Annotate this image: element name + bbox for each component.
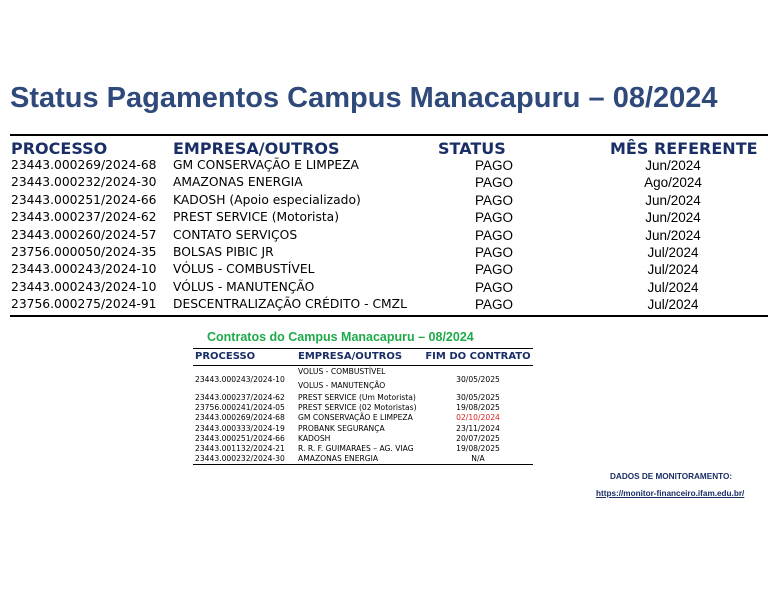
contract-empresa: PREST SERVICE (02 Motoristas) <box>298 403 417 413</box>
contract-fim: 30/05/2025 <box>456 393 500 402</box>
payment-status: PAGO <box>475 175 514 191</box>
contracts-table-row <box>193 403 533 413</box>
contracts-table-row <box>193 424 533 434</box>
contract-empresa: PROBANK SEGURANÇA <box>298 423 385 433</box>
contract-empresa: AMAZONAS ENERGIA <box>298 454 379 464</box>
contracts-table-row <box>193 393 533 403</box>
payment-processo: 23443.000251/2024-66 <box>11 192 157 207</box>
payment-mes: Jul/2024 <box>647 244 699 260</box>
contracts-header-empresa: EMPRESA/OUTROS <box>298 351 403 362</box>
payment-row <box>10 228 768 245</box>
payment-mes: Jul/2024 <box>647 279 699 295</box>
payment-status: PAGO <box>475 158 514 173</box>
payment-status: PAGO <box>475 279 514 295</box>
payments-table <box>10 134 768 317</box>
contract-empresa: VOLUS - MANUTENÇÃO <box>298 381 386 390</box>
header-empresa: EMPRESA/OUTROS <box>173 139 340 158</box>
payment-mes: Jun/2024 <box>645 210 701 226</box>
header-status: STATUS <box>438 139 506 158</box>
contracts-table-row <box>193 413 533 423</box>
payment-mes: Ago/2024 <box>644 175 702 191</box>
payment-processo: 23443.000243/2024-10 <box>11 279 157 294</box>
page-title: Status Pagamentos Campus Manacapuru – 08/2024 <box>10 82 718 114</box>
payment-empresa: DESCENTRALIZAÇÃO CRÉDITO - CMZL <box>173 297 407 312</box>
contracts-header-processo: PROCESSO <box>195 351 256 362</box>
contract-processo: 23443.000251/2024-66 <box>195 433 285 443</box>
payment-row <box>10 210 768 227</box>
contract-fim: 19/08/2025 <box>456 443 500 453</box>
payment-status: PAGO <box>475 297 514 313</box>
contract-processo: 23443.000269/2024-68 <box>195 413 285 423</box>
contracts-table-row <box>193 454 533 464</box>
monitoring-label: DADOS DE MONITORAMENTO: <box>610 472 733 481</box>
payment-row <box>10 158 768 175</box>
contract-fim: 30/05/2025 <box>456 375 500 384</box>
payment-processo: 23443.000269/2024-68 <box>11 158 157 172</box>
contract-fim: 19/08/2025 <box>456 403 500 413</box>
contracts-table-body <box>193 393 533 464</box>
monitoring-link[interactable]: https://monitor-financeiro.ifam.edu.br/ <box>596 489 745 498</box>
payment-processo: 23756.000275/2024-91 <box>11 297 157 312</box>
contract-processo: 23443.000237/2024-62 <box>195 393 285 402</box>
contracts-header-fim: FIM DO CONTRATO <box>425 351 531 362</box>
contract-fim: 02/10/2024 <box>456 413 500 423</box>
payment-status: PAGO <box>475 210 514 226</box>
payment-empresa: CONTATO SERVIÇOS <box>173 227 298 242</box>
contracts-title: Contratos do Campus Manacapuru – 08/2024 <box>207 330 474 344</box>
contract-processo: 23756.000241/2024-05 <box>195 403 285 413</box>
header-mes-referente: MÊS REFERENTE <box>610 139 758 158</box>
contract-empresa: R. R. F. GUIMARAES – AG. VIAG <box>298 443 414 453</box>
contract-processo: 23443.000243/2024-10 <box>195 375 285 384</box>
payment-empresa: PREST SERVICE (Motorista) <box>173 210 340 225</box>
contracts-table-row <box>193 444 533 454</box>
payment-row <box>10 280 768 297</box>
contract-fim: N/A <box>471 454 485 464</box>
contracts-table <box>193 348 533 465</box>
contract-processo: 23443.001132/2024-21 <box>195 443 285 453</box>
contract-empresa: VOLUS - COMBUSTÍVEL <box>298 367 386 376</box>
payment-mes: Jul/2024 <box>647 262 699 278</box>
payment-empresa: VÓLUS - COMBUSTÍVEL <box>173 262 315 277</box>
contracts-table-row <box>193 434 533 444</box>
contracts-table-header <box>193 349 533 366</box>
payment-empresa: BOLSAS PIBIC JR <box>173 244 274 259</box>
contract-processo: 23443.000333/2024-19 <box>195 423 285 433</box>
payment-processo: 23756.000050/2024-35 <box>11 244 157 259</box>
payment-processo: 23443.000243/2024-10 <box>11 262 157 277</box>
payment-processo: 23443.000260/2024-57 <box>11 227 157 242</box>
payment-mes: Jun/2024 <box>645 227 701 243</box>
header-processo: PROCESSO <box>11 139 108 158</box>
payment-mes: Jun/2024 <box>645 192 701 208</box>
payment-empresa: GM CONSERVAÇÃO E LIMPEZA <box>173 158 359 172</box>
payment-empresa: KADOSH (Apoio especializado) <box>173 192 361 207</box>
payment-status: PAGO <box>475 227 514 243</box>
payment-processo: 23443.000237/2024-62 <box>11 210 157 225</box>
payment-status: PAGO <box>475 244 514 260</box>
contracts-table-row <box>193 366 533 393</box>
payment-empresa: AMAZONAS ENERGIA <box>173 175 303 190</box>
contract-empresa: GM CONSERVAÇÃO E LIMPEZA <box>298 413 413 423</box>
payment-mes: Jul/2024 <box>647 297 699 313</box>
contract-processo: 23443.000232/2024-30 <box>195 454 285 464</box>
payments-table-body <box>10 158 768 315</box>
contract-empresa: KADOSH <box>298 433 331 443</box>
payment-row <box>10 297 768 314</box>
payment-mes: Jun/2024 <box>645 158 701 173</box>
payment-status: PAGO <box>475 192 514 208</box>
contract-fim: 20/07/2025 <box>456 433 500 443</box>
payment-empresa: VÓLUS - MANUTENÇÃO <box>173 279 315 294</box>
payment-row <box>10 262 768 279</box>
payment-processo: 23443.000232/2024-30 <box>11 175 157 190</box>
payments-table-header <box>10 136 768 158</box>
payment-status: PAGO <box>475 262 514 278</box>
payment-row <box>10 245 768 262</box>
payment-row <box>10 175 768 192</box>
contract-fim: 23/11/2024 <box>456 423 500 433</box>
payment-row <box>10 193 768 210</box>
contract-empresa: PREST SERVICE (Um Motorista) <box>298 393 416 402</box>
